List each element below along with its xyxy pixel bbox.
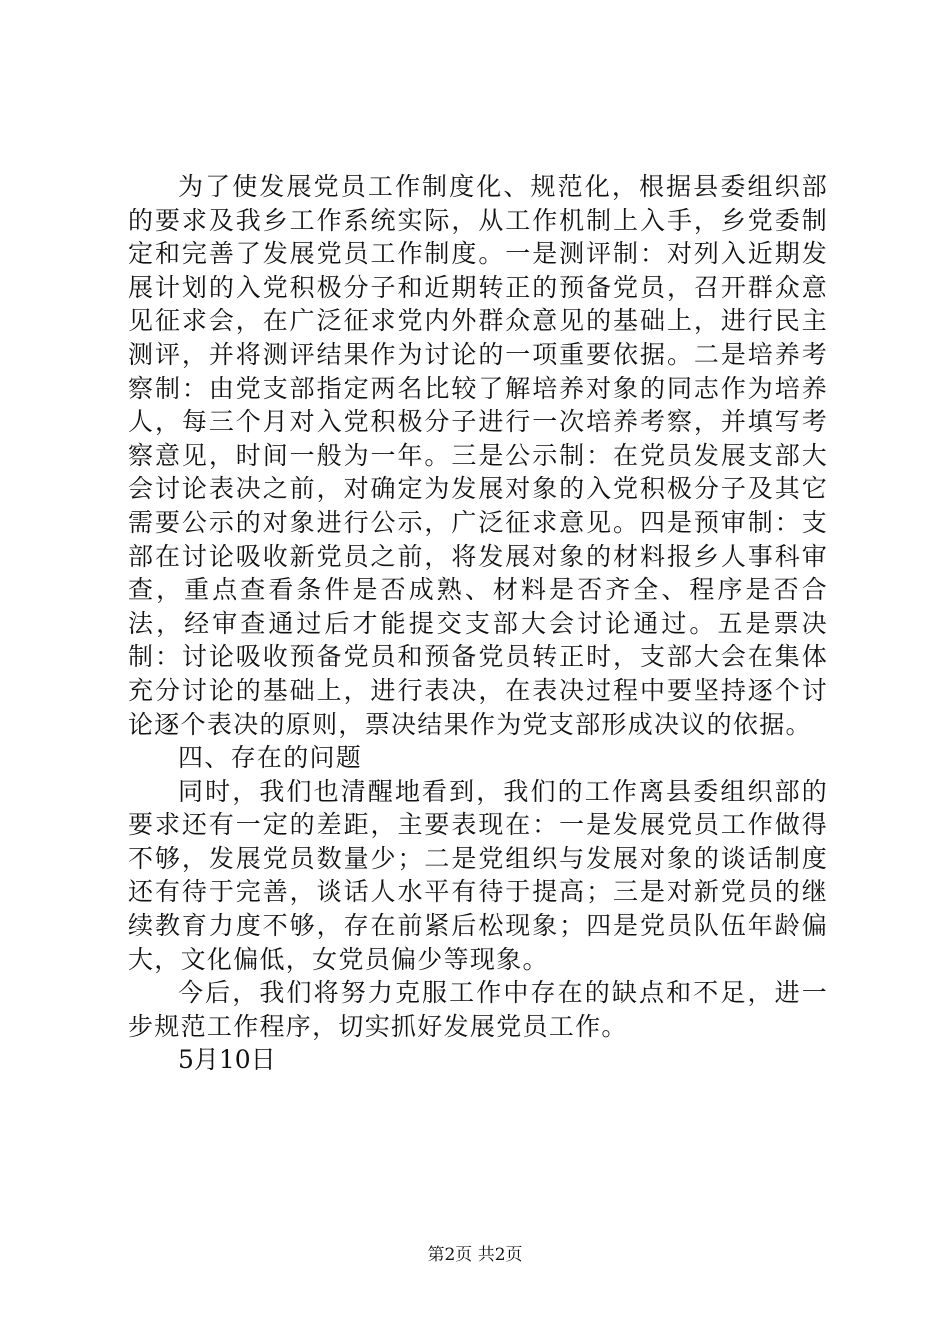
document-date: 5月10日	[178, 1045, 276, 1075]
document-body	[128, 170, 828, 1077]
page-number-footer: 第2页 共2页	[427, 1245, 523, 1265]
section-heading-problems: 四、存在的问题	[178, 743, 363, 773]
paragraph-development-system: 为了使发展党员工作制度化、规范化，根据县委组织部的要求及我乡工作系统实际，从工作机制上入手，乡党委制定和完善了发展党员工作制度。一是测评制：对列入近期发展计划的入党积极分子和近期转正的预备党员，召开群众意见征求会，在广泛征求党内外群众意见的基础上，进行民主测评，并将测评结果作为讨论的一项重要依据。二是培养考察制：由党支部指定两名比较了解培养对象的同志作为培养人，每三个月对入党积极分子进行一次培养考察，并填写考察意见，时间一般为一年。三是公示制：在党员发展支部大会讨论表决之前，对确定为发展对象的入党积极分子及其它需要公示的对象进行公示，广泛征求意见。四是预审制：支部在讨论吸收新党员之前，将发展对象的材料报乡人事科审查，重点查看条件是否成熟、材料是否齐全、程序是否合法，经审查通过后才能提交支部大会讨论通过。五是票决制：讨论吸收预备党员和预备党员转正时，支部大会在集体充分讨论的基础上，进行表决，在表决过程中要坚持逐个讨论逐个表决的原则，票决结果作为党支部形成决议的依据。	[128, 172, 828, 739]
paragraph-problems: 同时，我们也清醒地看到，我们的工作离县委组织部的要求还有一定的差距，主要表现在：一是发展党员工作做得不够，发展党员数量少；二是党组织与发展对象的谈话制度还有待于完善，谈话人水平有待于提高；三是对新党员的继续教育力度不够，存在前紧后松现象；四是党员队伍年龄偏大，文化偏低，女党员偏少等现象。	[128, 776, 828, 974]
paragraph-future-plan: 今后，我们将努力克服工作中存在的缺点和不足，进一步规范工作程序，切实抓好发展党员工作。	[128, 978, 828, 1041]
